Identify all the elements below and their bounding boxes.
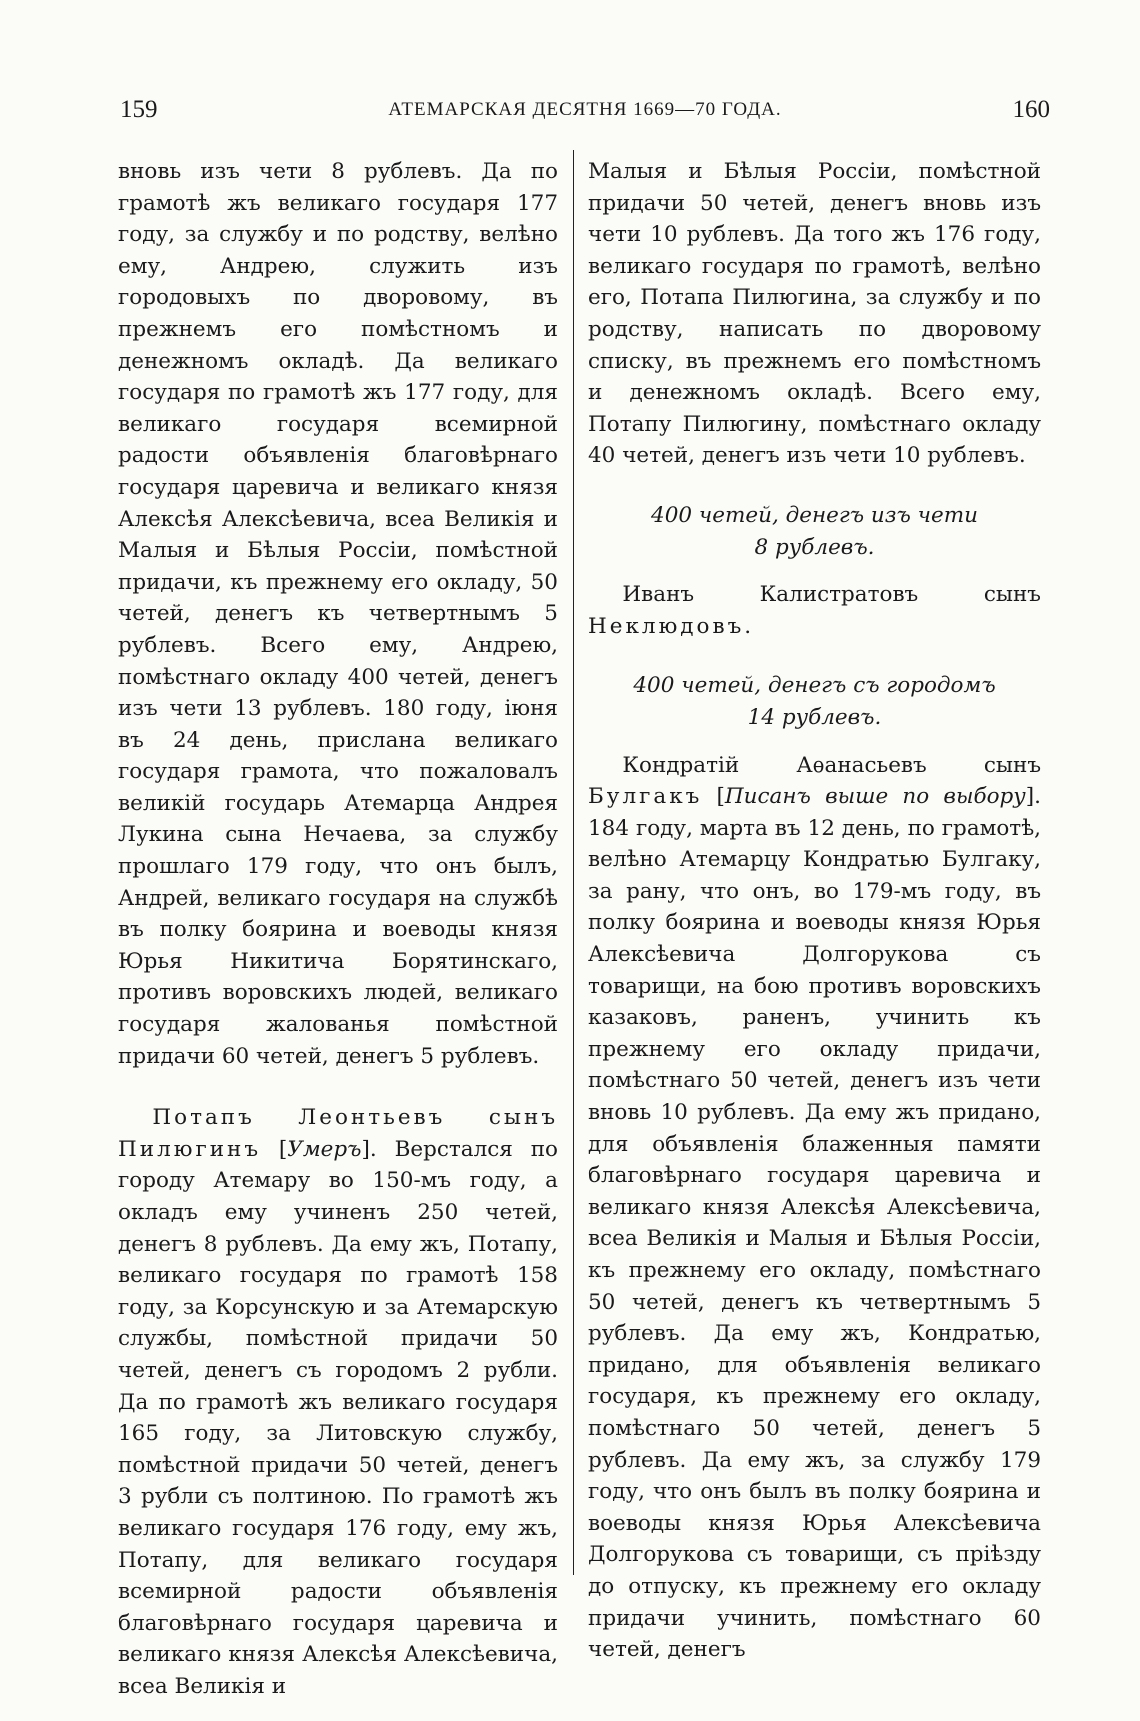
right-paragraph-3: Кондратій Аѳанасьевъ сынъ Булгакъ [Писанъ выше по выбору]. 184 году, марта въ 12 день, по грамотѣ, велѣно Атемарцу Кондратью Булгаку, за рану, что онъ, во 179-мъ году, въ полку боярина и воеводы князя Юрья Алексѣевича Долгорукова съ товарищи, на бою противъ воровскихъ казаковъ, раненъ, учинить къ прежнему его окладу придачи, помѣстнаго 50 четей, денегъ изъ чети вновь 10 рублевъ. Да ему жъ придано, для объявленія блаженныя памяти благовѣрнаго государя царевича и великаго князя Алексѣя Алексѣевича, всеа Великія и Малыя и Бѣлыя Россіи, къ прежнему его окладу, помѣстнаго 50 четей, денегъ къ четвертнымъ 5 рублевъ. Да ему жъ, Кондратью, придано, для объявленія великаго государя, къ прежнему его окладу, помѣстнаго 50 четей, денегъ 5 рублевъ. Да ему жъ, за службу 179 году, что онъ былъ въ полку боярина и воеводы князя Юрья Алексѣевича Долгорукова съ товарищи, съ пріѣзду до отпуску, къ прежнему его окладу придачи учинить, помѣстнаго 60 четей, денегъ [588,752,1041,1663]
salary-heading-1 [588,500,1041,563]
person-surname: Булгакъ [588,784,703,810]
editor-note: Умеръ [287,1136,362,1162]
person-name: Иванъ Калистратовъ сынъ [622,582,1041,608]
right-paragraph-2 [588,579,1041,642]
salary-heading-line: 8 рублевъ. [754,534,875,560]
person-surname: Неклюдовъ. [588,613,755,639]
entry-text: 184 году, марта въ 12 день, по грамотѣ, велѣно Атемарцу Кондратью Булгаку, за рану, что онъ, во 179-мъ году, въ полку боярина и воеводы князя Юрья Алексѣевича Долгорукова съ товарищи, на бою противъ воровскихъ казаковъ, раненъ, учинить къ прежнему его окладу придачи, помѣстнаго 50 четей, денегъ изъ чети вновь 10 рублевъ. Да ему жъ придано, для объявленія блаженныя памяти благовѣрнаго государя царевича и великаго князя Алексѣя Алексѣевича, всеа Великія и Малыя и Бѣлыя Россіи, къ прежнему его окладу, помѣстнаго 50 четей, денегъ къ четвертнымъ 5 рублевъ. Да ему жъ, Кондратью, придано, для объявленія великаго государя, къ прежнему его окладу, помѣстнаго 50 четей, денегъ 5 рублевъ. Да ему жъ, за службу 179 году, что онъ былъ въ полку боярина и воеводы князя Юрья Алексѣевича Долгорукова съ товарищи, съ пріѣзду до отпуску, къ прежнему его окладу придачи учинить, помѣстнаго 60 четей, денегъ [588,815,1041,1663]
column-divider [573,150,574,1575]
right-paragraph-1: Малыя и Бѣлыя Россіи, помѣстной придачи 50 четей, денегъ вновь изъ чети 10 рублевъ. Да того жъ 176 году, великаго государя по грамотѣ, велѣно его, Потапа Пилюгина, за службу и по родству, написать по дворовому списку, въ прежнемъ его помѣстномъ и денежномъ окладѣ. Всего ему, Потапу Пилюгину, помѣстнаго окладу 40 четей, денегъ изъ чети 10 рублевъ. [588,159,1041,469]
salary-heading-line: 400 четей, денегъ изъ чети [651,502,978,528]
person-name: Потапъ Леонтьевъ сынъ Пилюгинъ [118,1105,558,1162]
running-title: АТЕМАРСКАЯ ДЕСЯТНЯ 1669—70 ГОДА. [388,99,782,120]
left-column [118,156,558,1699]
left-paragraph-2: Потапъ Леонтьевъ сынъ Пилюгинъ [Умеръ]. Верстался по городу Атемару во 150-мъ году, а окладъ ему учиненъ 250 четей, денегъ 8 рублевъ. Да ему жъ, Потапу, великаго государя по грамотѣ 158 году, за Корсунскую и за Атемарскую службы, помѣстной придачи 50 четей, денегъ съ городомъ 2 рубли. Да по грамотѣ жъ великаго государя 165 году, за Литовскую службу, помѣстной придачи 50 четей, денегъ 3 рубли съ полтиною. По грамотѣ жъ великаго государя 176 году, ему жъ, Потапу, для великаго государя всемирной радости объявленія благовѣрнаго государя царевича и великаго князя Алексѣя Алексѣевича, всеа Великія и [118,1105,558,1699]
left-paragraph-1: вновь изъ чети 8 рублевъ. Да по грамотѣ жъ великаго государя 177 году, за службу и по родству, велѣно ему, Андрею, служить изъ городовыхъ по дворовому, въ прежнемъ его помѣстномъ и денежномъ окладѣ. Да великаго государя по грамотѣ жъ 177 году, для великаго государя всемирной радости объявленія благовѣрнаго государя царевича и великаго князя Алексѣя Алексѣевича, всеа Великія и Малыя и Бѣлыя Россіи, помѣстной придачи, къ прежнему его окладу, 50 четей, денегъ къ четвертнымъ 5 рублевъ. Всего ему, Андрею, помѣстнаго окладу 400 четей, денегъ изъ чети 13 рублевъ. 180 году, іюня въ 24 день, прислана великаго государя грамота, что пожаловалъ великій государь Атемарца Андрея Лукина сына Нечаева, за службу прошлаго 179 году, что онъ былъ, Андрей, великаго государя на службѣ въ полку боярина и воеводы князя Юрья Никитича Борятинскаго, противъ воровскихъ людей, великаго государя жалованья помѣстной придачи 60 четей, денегъ 5 рублевъ. [118,159,558,1069]
salary-heading-line: 14 рублевъ. [747,704,882,730]
editor-note: Писанъ выше по выбору [724,784,1026,810]
salary-heading-line: 400 четей, денегъ съ городомъ [633,673,996,699]
person-name: Кондратій Аѳанасьевъ сынъ [622,752,1041,778]
right-column [588,156,1041,1663]
left-page-number: 159 [120,96,158,123]
salary-heading-2 [588,670,1041,733]
page-header [120,96,1050,130]
right-page-number: 160 [1012,96,1050,123]
entry-text: Верстался по городу Атемару во 150-мъ году, а окладъ ему учиненъ 250 четей, денегъ 8 рублевъ. Да ему жъ, Потапу, великаго государя по грамотѣ 158 году, за Корсунскую и за Атемарскую службы, помѣстной придачи 50 четей, денегъ съ городомъ 2 рубли. Да по грамотѣ жъ великаго государя 165 году, за Литовскую службу, помѣстной придачи 50 четей, денегъ 3 рубли съ полтиною. По грамотѣ жъ великаго государя 176 году, ему жъ, Потапу, для великаго государя всемирной радости объявленія благовѣрнаго государя царевича и великаго князя Алексѣя Алексѣевича, всеа Великія и [118,1136,558,1699]
